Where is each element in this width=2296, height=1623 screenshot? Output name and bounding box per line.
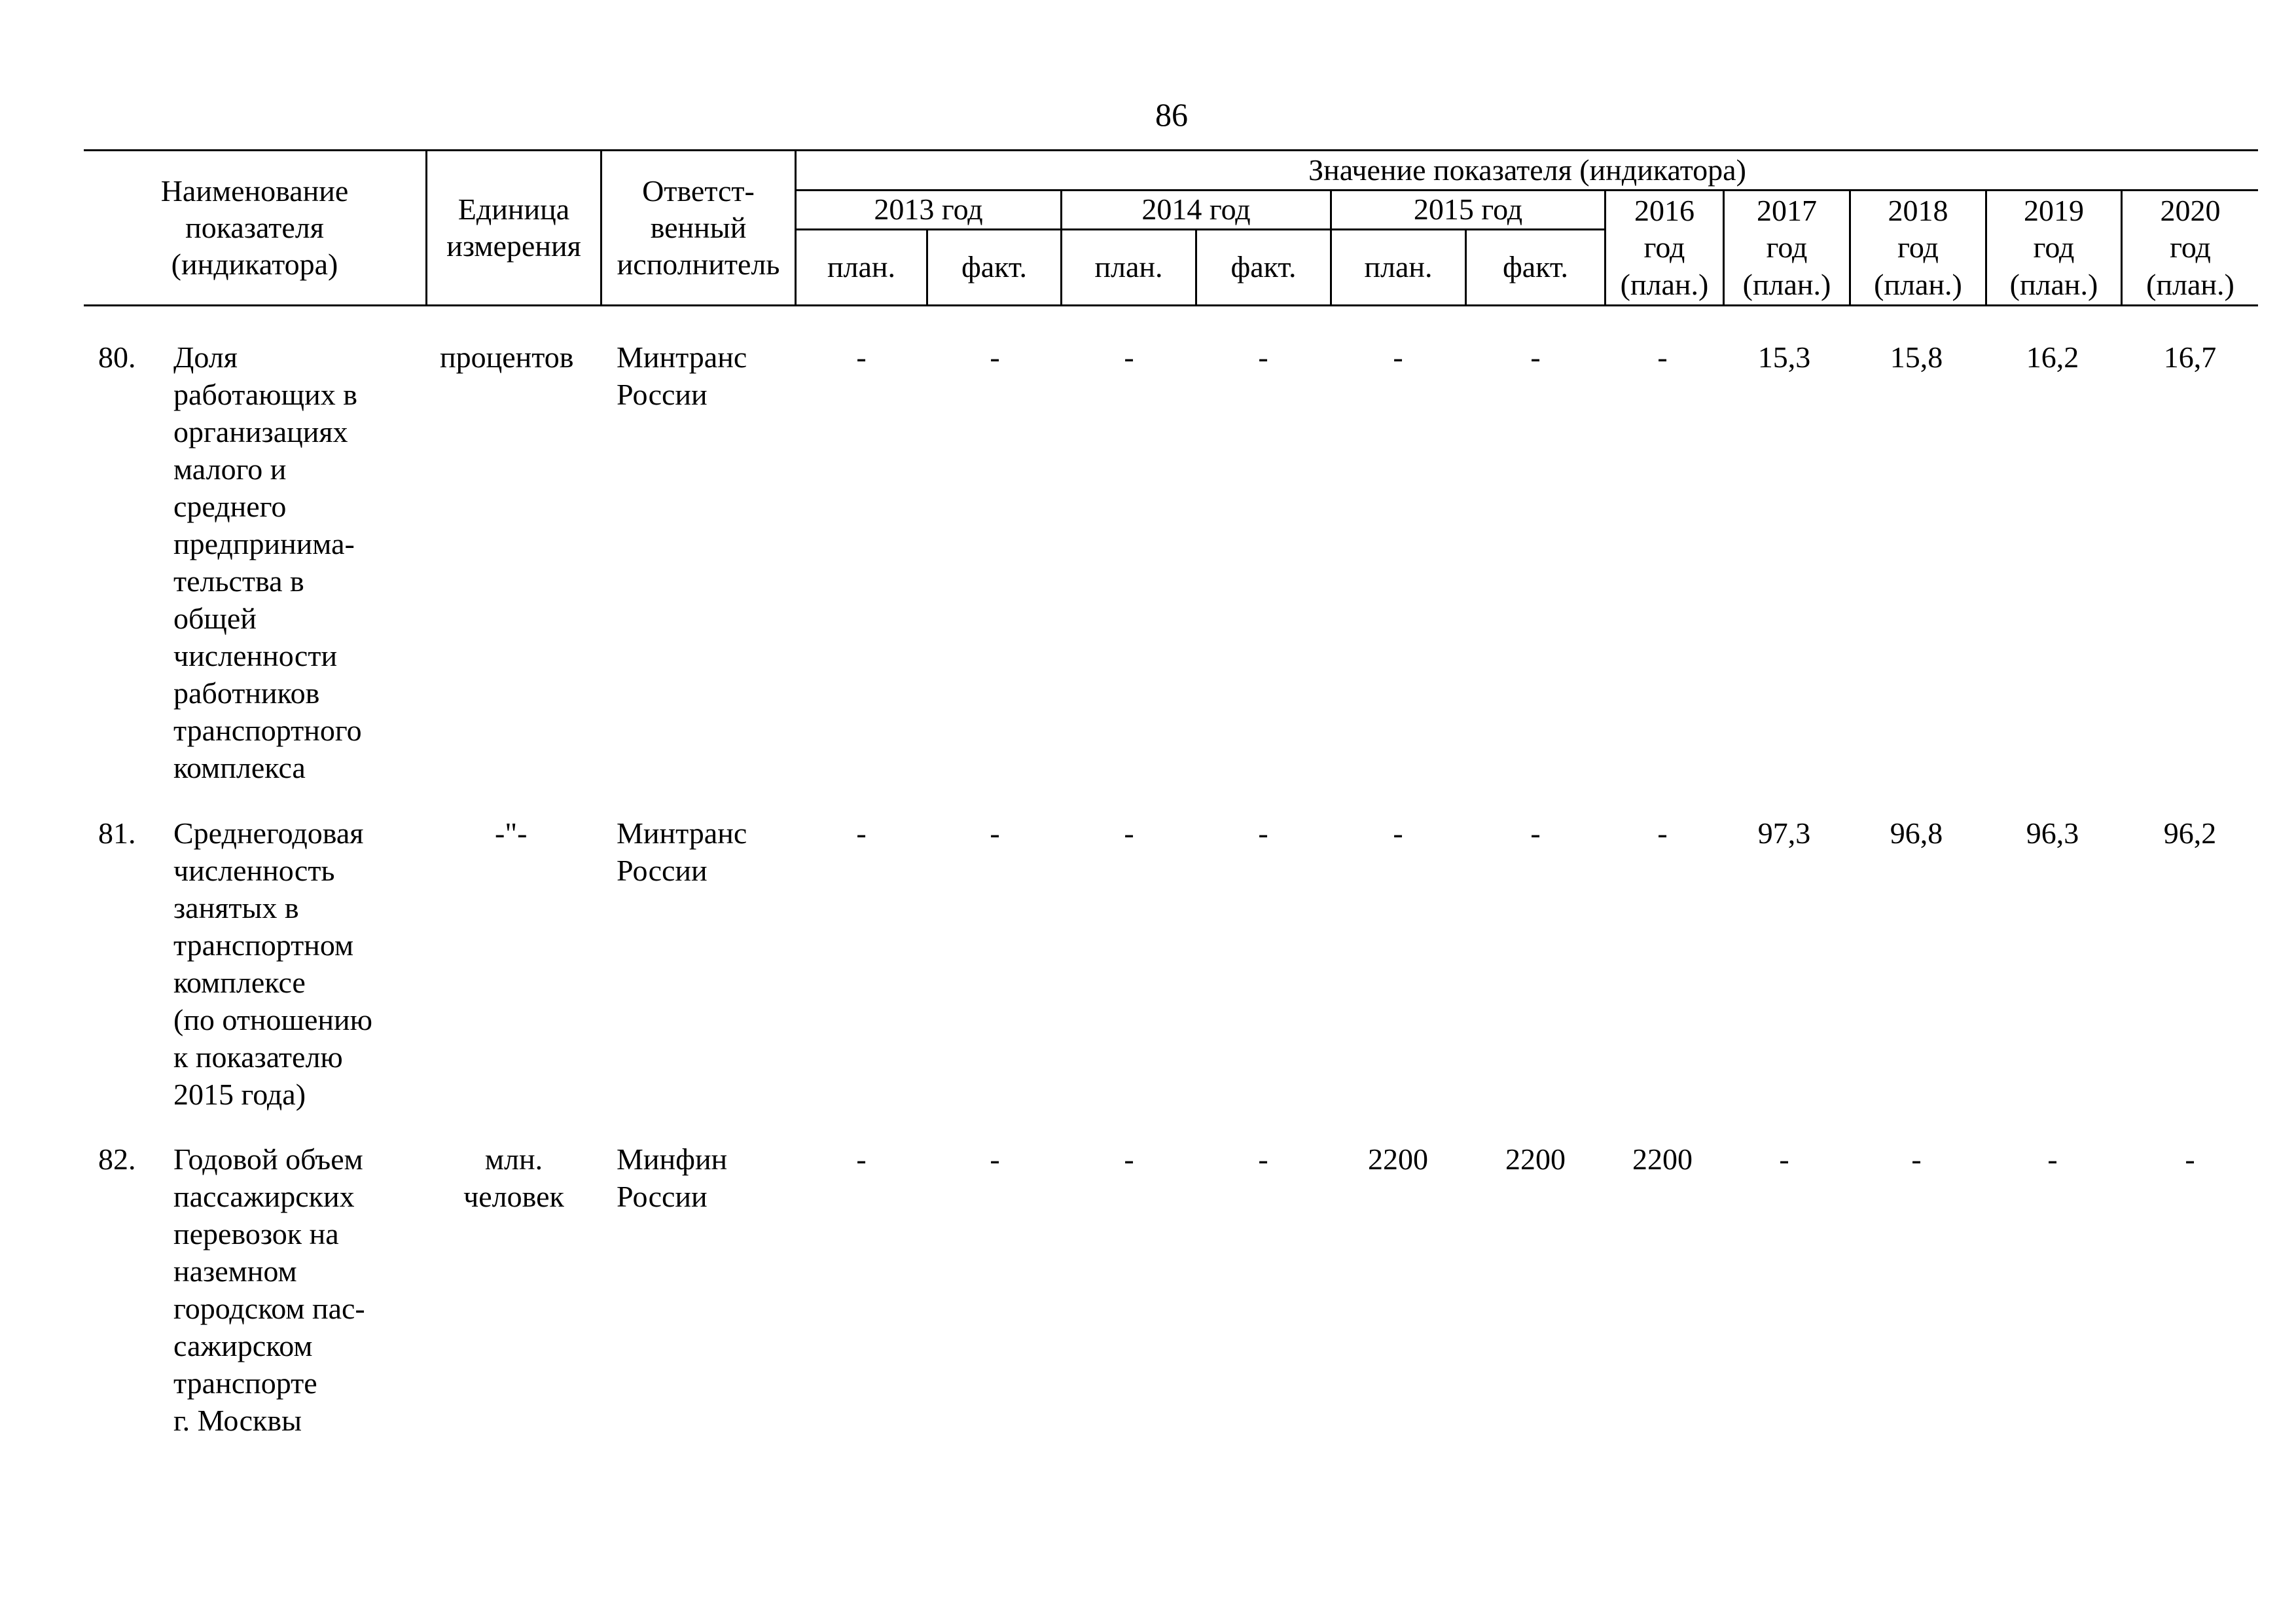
value-2015-plan: 2200 — [1368, 1142, 1428, 1176]
value-2015-fact: - — [1530, 340, 1541, 374]
row-indicator-name: Доля работающих в организациях малого и среднего предпринима- тельства в общей численности работников транспортного комплекса — [173, 340, 362, 785]
row-executor: Минтранс России — [617, 816, 747, 888]
value-2019-plan: - — [2047, 1142, 2058, 1176]
header-unit: Единица измерения — [446, 192, 581, 263]
value-2013-plan: - — [856, 340, 867, 374]
header-plan: план. — [1364, 250, 1433, 284]
value-2018-plan: 15,8 — [1890, 340, 1943, 374]
value-2019-plan: 96,3 — [2026, 816, 2079, 850]
header-fact: факт. — [1502, 250, 1569, 284]
value-2013-fact: - — [990, 1142, 1000, 1176]
value-2018-plan: 96,8 — [1890, 816, 1943, 850]
row-unit: -"- — [495, 816, 528, 850]
row-number: 81. — [98, 816, 136, 850]
row-unit: процентов — [440, 340, 574, 374]
header-fact: факт. — [1230, 250, 1297, 284]
header-year-2019: 2019 год (план.) — [2009, 194, 2098, 301]
value-2016-plan: - — [1657, 816, 1668, 850]
header-year-2015: 2015 год — [1413, 192, 1523, 227]
value-2017-plan: - — [1779, 1142, 1789, 1176]
header-plan: план. — [1094, 250, 1163, 284]
value-2020-plan: - — [2185, 1142, 2195, 1176]
header-year-2016: 2016 год (план.) — [1620, 194, 1709, 301]
value-2014-plan: - — [1124, 1142, 1134, 1176]
header-fact: факт. — [961, 250, 1028, 284]
header-year-2017: 2017 год (план.) — [1742, 194, 1831, 301]
row-number: 82. — [98, 1142, 136, 1176]
value-2013-fact: - — [990, 816, 1000, 850]
page-number: 86 — [1155, 96, 1188, 133]
row-number: 80. — [98, 340, 136, 374]
value-2015-plan: - — [1393, 816, 1403, 850]
value-2016-plan: - — [1657, 340, 1668, 374]
value-2016-plan: 2200 — [1632, 1142, 1693, 1176]
value-2020-plan: 16,7 — [2163, 340, 2217, 374]
value-2014-plan: - — [1124, 816, 1134, 850]
value-2013-plan: - — [856, 1142, 867, 1176]
header-year-2014: 2014 год — [1141, 192, 1251, 227]
row-unit: млн. человек — [463, 1142, 564, 1214]
header-year-2013: 2013 год — [874, 192, 983, 227]
header-year-2018: 2018 год (план.) — [1874, 194, 1962, 301]
value-2014-fact: - — [1258, 1142, 1268, 1176]
header-executor: Ответст- венный исполнитель — [617, 173, 780, 282]
row-indicator-name: Среднегодовая численность занятых в транспортном комплексе (по отношению к показателю 2015 года) — [173, 816, 372, 1112]
value-2020-plan: 96,2 — [2163, 816, 2217, 850]
value-2017-plan: 15,3 — [1757, 340, 1811, 374]
value-2015-plan: - — [1393, 340, 1403, 374]
row-indicator-name: Годовой объем пассажирских перевозок на наземном городском пас- сажирском транспорте г. Москвы — [173, 1142, 365, 1438]
value-2014-fact: - — [1258, 340, 1268, 374]
value-2019-plan: 16,2 — [2026, 340, 2079, 374]
value-2018-plan: - — [1911, 1142, 1922, 1176]
value-2014-plan: - — [1124, 340, 1134, 374]
value-2013-fact: - — [990, 340, 1000, 374]
header-year-2020: 2020 год (план.) — [2146, 194, 2234, 301]
value-2015-fact: - — [1530, 816, 1541, 850]
value-2013-plan: - — [856, 816, 867, 850]
header-value-group: Значение показателя (индикатора) — [1308, 153, 1746, 187]
value-2015-fact: 2200 — [1505, 1142, 1566, 1176]
header-name: Наименование показателя (индикатора) — [160, 173, 349, 282]
row-executor: Минфин России — [617, 1142, 728, 1214]
value-2017-plan: 97,3 — [1757, 816, 1811, 850]
row-executor: Минтранс России — [617, 340, 747, 412]
value-2014-fact: - — [1258, 816, 1268, 850]
table-header-bottom-border — [84, 304, 2258, 306]
header-plan: план. — [827, 250, 896, 284]
